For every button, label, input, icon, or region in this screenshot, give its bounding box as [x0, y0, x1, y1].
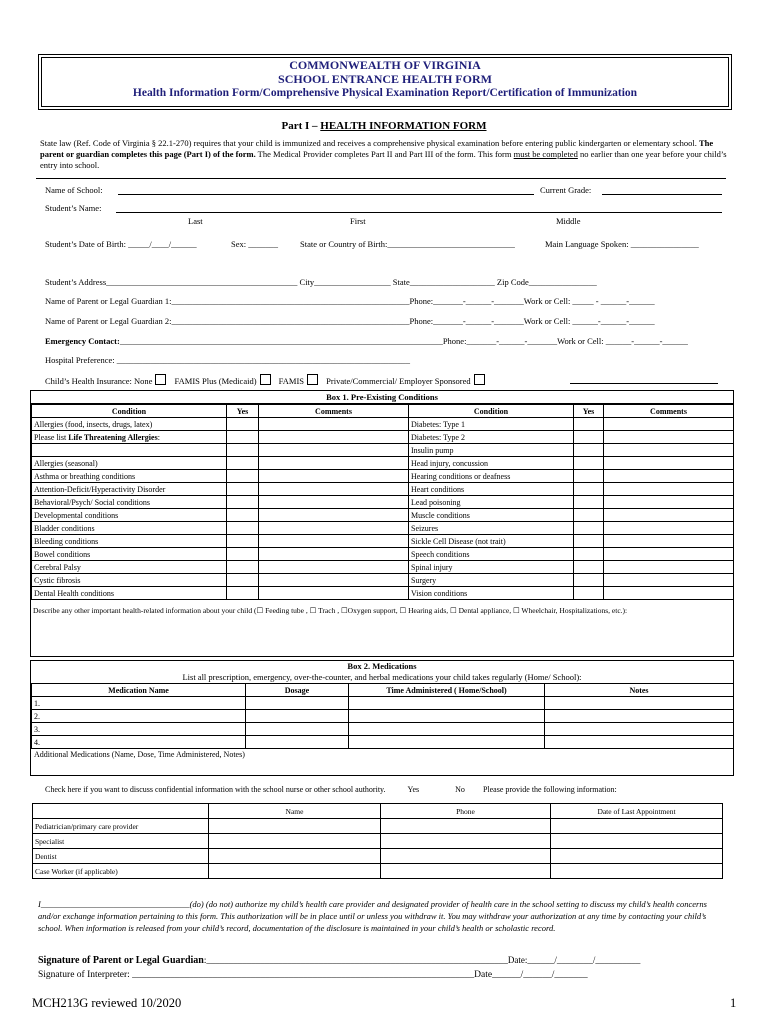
condition-row	[32, 431, 734, 444]
provider-name[interactable]	[209, 834, 381, 849]
box2-subtitle: List all prescription, emergency, over-the-counter, and herbal medications your child takes regularly (Home/ School):	[182, 672, 582, 682]
condition-yes-left[interactable]	[227, 470, 259, 483]
interpreter-signature-field[interactable]: Signature of Interpreter: ________________________________________________________________________Date______/______/_______	[38, 970, 588, 980]
condition-right: Spinal injury	[409, 561, 574, 574]
school-label: Name of School:	[45, 185, 103, 195]
no-option[interactable]: No	[455, 785, 465, 794]
private-input[interactable]	[570, 374, 718, 384]
grade-label: Current Grade:	[540, 185, 592, 195]
guardian1-field[interactable]: Name of Parent or Legal Guardian 1:________________________________________________________Phone:_______-______-_______Work or Cell: _____ - ______-______	[45, 296, 655, 306]
page-number: 1	[730, 996, 737, 1010]
condition-yes-left[interactable]	[227, 483, 259, 496]
providers-col-header: Phone	[381, 804, 551, 819]
medications-col-header: Time Administered ( Home/School)	[349, 684, 545, 697]
condition-yes-right[interactable]	[574, 509, 604, 522]
condition-yes-left[interactable]	[227, 418, 259, 431]
emergency-field[interactable]	[45, 336, 688, 346]
yes-option[interactable]: Yes	[407, 785, 420, 794]
condition-comment-left[interactable]	[259, 587, 409, 600]
condition-left: Attention-Deficit/Hyperactivity Disorder	[32, 483, 227, 496]
condition-right: Muscle conditions	[409, 509, 574, 522]
condition-yes-left[interactable]	[227, 587, 259, 600]
conditions-col-header: Condition	[32, 405, 227, 418]
medication-name[interactable]: 4.	[32, 736, 246, 749]
intro-paragraph	[40, 138, 730, 171]
condition-yes-left[interactable]	[227, 561, 259, 574]
divider	[36, 178, 726, 179]
condition-comment-right[interactable]	[604, 483, 734, 496]
provider-row	[33, 849, 723, 864]
guardian2-field[interactable]: Name of Parent or Legal Guardian 2:________________________________________________________Phone:_______-______-_______Work or Cell: ______-______-______	[45, 316, 655, 326]
language-field[interactable]: Main Language Spoken: ________________	[545, 239, 699, 249]
condition-comment-right[interactable]	[604, 457, 734, 470]
condition-yes-left[interactable]	[227, 522, 259, 535]
condition-row	[32, 548, 734, 561]
medication-time[interactable]	[349, 736, 545, 749]
birth-state-field[interactable]: State or Country of Birth:______________________________	[300, 239, 515, 249]
intro-d: must be completed	[513, 149, 578, 159]
parent-signature-line: :___________________________________________________________________Date:______/________/__________	[203, 955, 641, 965]
condition-left: Please list Life Threatening Allergies:	[32, 431, 227, 444]
condition-yes-left[interactable]	[227, 431, 259, 444]
condition-row	[32, 574, 734, 587]
condition-comment-right[interactable]	[604, 509, 734, 522]
providers-header-row	[33, 804, 723, 819]
provider-phone[interactable]	[381, 864, 551, 879]
condition-comment-left[interactable]	[259, 418, 409, 431]
condition-right: Sickle Cell Disease (not trait)	[409, 535, 574, 548]
header-line1: COMMONWEALTH OF VIRGINIA	[289, 58, 481, 72]
provider-name[interactable]	[209, 849, 381, 864]
condition-left: Bleeding conditions	[32, 535, 227, 548]
medication-name[interactable]: 1.	[32, 697, 246, 710]
conditions-col-header: Condition	[409, 405, 574, 418]
famis-checkbox[interactable]	[307, 374, 318, 385]
insurance-row	[45, 374, 491, 386]
condition-comment-left[interactable]	[259, 522, 409, 535]
conditions-table	[31, 404, 734, 600]
condition-comment-left[interactable]	[259, 548, 409, 561]
providers-col-header	[33, 804, 209, 819]
last-caption: Last	[188, 216, 203, 226]
medication-dosage[interactable]	[246, 697, 349, 710]
condition-right: Vision conditions	[409, 587, 574, 600]
student-name-input[interactable]	[116, 203, 722, 213]
provider-name[interactable]	[209, 819, 381, 834]
medications-col-header: Dosage	[246, 684, 349, 697]
provider-type: Specialist	[33, 834, 209, 849]
condition-yes-right[interactable]	[574, 522, 604, 535]
medication-dosage[interactable]	[246, 723, 349, 736]
condition-yes-right[interactable]	[574, 587, 604, 600]
condition-row	[32, 535, 734, 548]
medication-notes[interactable]	[545, 697, 734, 710]
conditions-col-header: Yes	[574, 405, 604, 418]
condition-comment-left[interactable]	[259, 457, 409, 470]
providers-col-header: Name	[209, 804, 381, 819]
condition-comment-right[interactable]	[604, 535, 734, 548]
condition-left: Allergies (seasonal)	[32, 457, 227, 470]
condition-comment-right[interactable]	[604, 431, 734, 444]
condition-row	[32, 418, 734, 431]
header-line2: SCHOOL ENTRANCE HEALTH FORM	[278, 72, 492, 86]
providers-col-header: Date of Last Appointment	[551, 804, 723, 819]
medication-time[interactable]	[349, 697, 545, 710]
sex-field[interactable]: Sex: _______	[231, 239, 278, 249]
conditions-col-header: Yes	[227, 405, 259, 418]
provider-type: Case Worker (if applicable)	[33, 864, 209, 879]
part-title-prefix: Part I –	[281, 120, 321, 132]
condition-comment-right[interactable]	[604, 418, 734, 431]
condition-left: Cystic fibrosis	[32, 574, 227, 587]
provider-phone[interactable]	[381, 834, 551, 849]
condition-comment-right[interactable]	[604, 574, 734, 587]
provider-last-appointment[interactable]	[551, 834, 723, 849]
condition-yes-left[interactable]	[227, 535, 259, 548]
provider-last-appointment[interactable]	[551, 849, 723, 864]
condition-comment-right[interactable]	[604, 444, 734, 457]
condition-right: Seizures	[409, 522, 574, 535]
condition-row	[32, 496, 734, 509]
condition-yes-right[interactable]	[574, 418, 604, 431]
grade-input[interactable]	[602, 185, 722, 195]
medication-time[interactable]	[349, 723, 545, 736]
condition-comment-right[interactable]	[604, 522, 734, 535]
medication-time[interactable]	[349, 710, 545, 723]
condition-left: Asthma or breathing conditions	[32, 470, 227, 483]
dob-field[interactable]: Student’s Date of Birth: _____/____/______	[45, 239, 197, 249]
school-input[interactable]	[118, 185, 534, 195]
hospital-field[interactable]: Hospital Preference: _____________________________________________________________________	[45, 355, 410, 365]
box1-conditions	[30, 390, 734, 657]
medication-dosage[interactable]	[246, 710, 349, 723]
condition-row	[32, 509, 734, 522]
medication-row	[32, 697, 734, 710]
condition-comment-right[interactable]	[604, 587, 734, 600]
medication-notes[interactable]	[545, 736, 734, 749]
condition-yes-right[interactable]	[574, 457, 604, 470]
condition-right: Diabetes: Type 1	[409, 418, 574, 431]
condition-comment-left[interactable]	[259, 509, 409, 522]
private-checkbox[interactable]	[474, 374, 485, 385]
condition-yes-right[interactable]	[574, 561, 604, 574]
provider-last-appointment[interactable]	[551, 864, 723, 879]
provider-name[interactable]	[209, 864, 381, 879]
confidential-text: Check here if you want to discuss confidential information with the school nurse or other school authority.	[45, 785, 386, 794]
medication-name[interactable]: 3.	[32, 723, 246, 736]
condition-row	[32, 561, 734, 574]
none-checkbox[interactable]	[155, 374, 166, 385]
condition-comment-right[interactable]	[604, 561, 734, 574]
medication-dosage[interactable]	[246, 736, 349, 749]
condition-comment-left[interactable]	[259, 535, 409, 548]
box2-title: Box 2. Medications	[347, 661, 417, 671]
medications-col-header: Notes	[545, 684, 734, 697]
condition-yes-right[interactable]	[574, 535, 604, 548]
medications-table	[31, 683, 734, 749]
condition-comment-left[interactable]	[259, 431, 409, 444]
medications-col-header: Medication Name	[32, 684, 246, 697]
condition-left: Dental Health conditions	[32, 587, 227, 600]
condition-left	[32, 444, 227, 457]
condition-comment-left[interactable]	[259, 561, 409, 574]
condition-yes-right[interactable]	[574, 574, 604, 587]
condition-left: Behavioral/Psych/ Social conditions	[32, 496, 227, 509]
private-label: Private/Commercial/ Employer Sponsored	[326, 376, 471, 386]
first-caption: First	[350, 216, 366, 226]
box1-title: Box 1. Pre-Existing Conditions	[31, 391, 733, 404]
describe-text: Describe any other important health-related information about your child (☐ Feeding tube , ☐ Trach , ☐Oxygen support, ☐ Hearing aids, ☐ Dental appliance, ☐ Wheelchair, Hospitalizations, etc.):	[33, 606, 628, 615]
emergency-rest: ____________________________________________________________________________Phone:_______-______-_______Work or Cell: ______-______-______	[119, 336, 688, 346]
condition-yes-left[interactable]	[227, 444, 259, 457]
intro-b: The parent or guardian completes this page (Part I) of the form.	[40, 138, 714, 159]
condition-yes-left[interactable]	[227, 457, 259, 470]
provider-phone[interactable]	[381, 819, 551, 834]
condition-row	[32, 522, 734, 535]
header-line3: Health Information Form/Comprehensive Physical Examination Report/Certification of Immunization	[132, 87, 638, 99]
condition-right: Diabetes: Type 2	[409, 431, 574, 444]
conditions-col-header: Comments	[604, 405, 734, 418]
condition-yes-right[interactable]	[574, 496, 604, 509]
provider-type: Dentist	[33, 849, 209, 864]
condition-left: Bladder conditions	[32, 522, 227, 535]
part-title	[0, 120, 768, 132]
part-title-text: HEALTH INFORMATION FORM	[320, 120, 487, 132]
provider-last-appointment[interactable]	[551, 819, 723, 834]
condition-comment-left[interactable]	[259, 444, 409, 457]
condition-left: Developmental conditions	[32, 509, 227, 522]
parent-signature-label: Signature of Parent or Legal Guardian	[38, 955, 204, 966]
condition-left: Bowel conditions	[32, 548, 227, 561]
condition-yes-right[interactable]	[574, 483, 604, 496]
medication-notes[interactable]	[545, 710, 734, 723]
condition-yes-right[interactable]	[574, 444, 604, 457]
medication-notes[interactable]	[545, 723, 734, 736]
parent-signature-field[interactable]	[38, 955, 640, 966]
condition-yes-left[interactable]	[227, 496, 259, 509]
condition-row	[32, 470, 734, 483]
famis-plus-checkbox[interactable]	[260, 374, 271, 385]
famis-plus-label: FAMIS Plus (Medicaid)	[174, 376, 257, 386]
confidential-row	[45, 785, 617, 794]
condition-right: Hearing conditions or deafness	[409, 470, 574, 483]
insurance-label: Child’s Health Insurance: None	[45, 376, 153, 386]
condition-yes-left[interactable]	[227, 548, 259, 561]
box2-medications	[30, 660, 734, 776]
provider-type: Pediatrician/primary care provider	[33, 819, 209, 834]
condition-comment-right[interactable]	[604, 496, 734, 509]
provider-row	[33, 864, 723, 879]
condition-left: Cerebral Palsy	[32, 561, 227, 574]
condition-yes-left[interactable]	[227, 574, 259, 587]
condition-yes-left[interactable]	[227, 509, 259, 522]
form-code: MCH213G reviewed 10/2020	[32, 996, 182, 1010]
condition-comment-right[interactable]	[604, 548, 734, 561]
condition-right: Surgery	[409, 574, 574, 587]
condition-row	[32, 483, 734, 496]
medication-row	[32, 710, 734, 723]
condition-comment-left[interactable]	[259, 483, 409, 496]
address-field[interactable]: Student’s Address_____________________________________________ City__________________ State____________________ Zip Code________________	[45, 277, 597, 287]
provider-phone[interactable]	[381, 849, 551, 864]
condition-yes-right[interactable]	[574, 548, 604, 561]
medication-name[interactable]: 2.	[32, 710, 246, 723]
conditions-col-header: Comments	[259, 405, 409, 418]
intro-a: State law (Ref. Code of Virginia § 22.1-270) requires that your child is immunized and receives a comprehensive physical examination before entering public kindergarten or elementary school.	[40, 138, 699, 148]
intro-c: The Medical Provider completes Part II and Part III of the form. This form	[255, 149, 514, 159]
provider-row	[33, 834, 723, 849]
condition-right: Insulin pump	[409, 444, 574, 457]
condition-comment-left[interactable]	[259, 496, 409, 509]
condition-comment-left[interactable]	[259, 470, 409, 483]
providers-table	[32, 803, 723, 879]
famis-label: FAMIS	[278, 376, 305, 386]
condition-right: Lead poisoning	[409, 496, 574, 509]
condition-right: Head injury, concussion	[409, 457, 574, 470]
form-header	[38, 54, 732, 110]
intro-e: no earlier than one year before your child’s entry into school.	[40, 149, 727, 170]
middle-caption: Middle	[556, 216, 581, 226]
condition-yes-right[interactable]	[574, 431, 604, 444]
condition-comment-left[interactable]	[259, 574, 409, 587]
medication-row	[32, 736, 734, 749]
condition-row	[32, 457, 734, 470]
authorization-text: I___________________________________(do) (do not) authorize my child’s health care provider and designated provider of health care in the school setting to discuss my child’s health concerns and/or exchange information pertaining to this form. This authorization will be in place until or unless you withdraw it. You may withdraw your authorization at any time by contacting your child’s school. When information is released from your child’s record, documentation of the disclosure is maintained in your child’s health or scholastic record.	[38, 899, 707, 933]
condition-right: Heart conditions	[409, 483, 574, 496]
condition-row	[32, 587, 734, 600]
condition-left: Allergies (food, insects, drugs, latex)	[32, 418, 227, 431]
condition-comment-right[interactable]	[604, 470, 734, 483]
condition-yes-right[interactable]	[574, 470, 604, 483]
conditions-header-row	[32, 405, 734, 418]
medications-header-row	[32, 684, 734, 697]
life-threatening-emphasis: Life Threatening Allergies	[68, 432, 158, 442]
provider-row	[33, 819, 723, 834]
condition-row	[32, 444, 734, 457]
provide-info-text: Please provide the following information:	[482, 785, 617, 794]
student-name-label: Student’s Name:	[45, 203, 102, 213]
emergency-label: Emergency Contact:	[45, 336, 120, 346]
medication-row	[32, 723, 734, 736]
condition-right: Speech conditions	[409, 548, 574, 561]
additional-medications: Additional Medications (Name, Dose, Time Administered, Notes)	[34, 750, 245, 759]
